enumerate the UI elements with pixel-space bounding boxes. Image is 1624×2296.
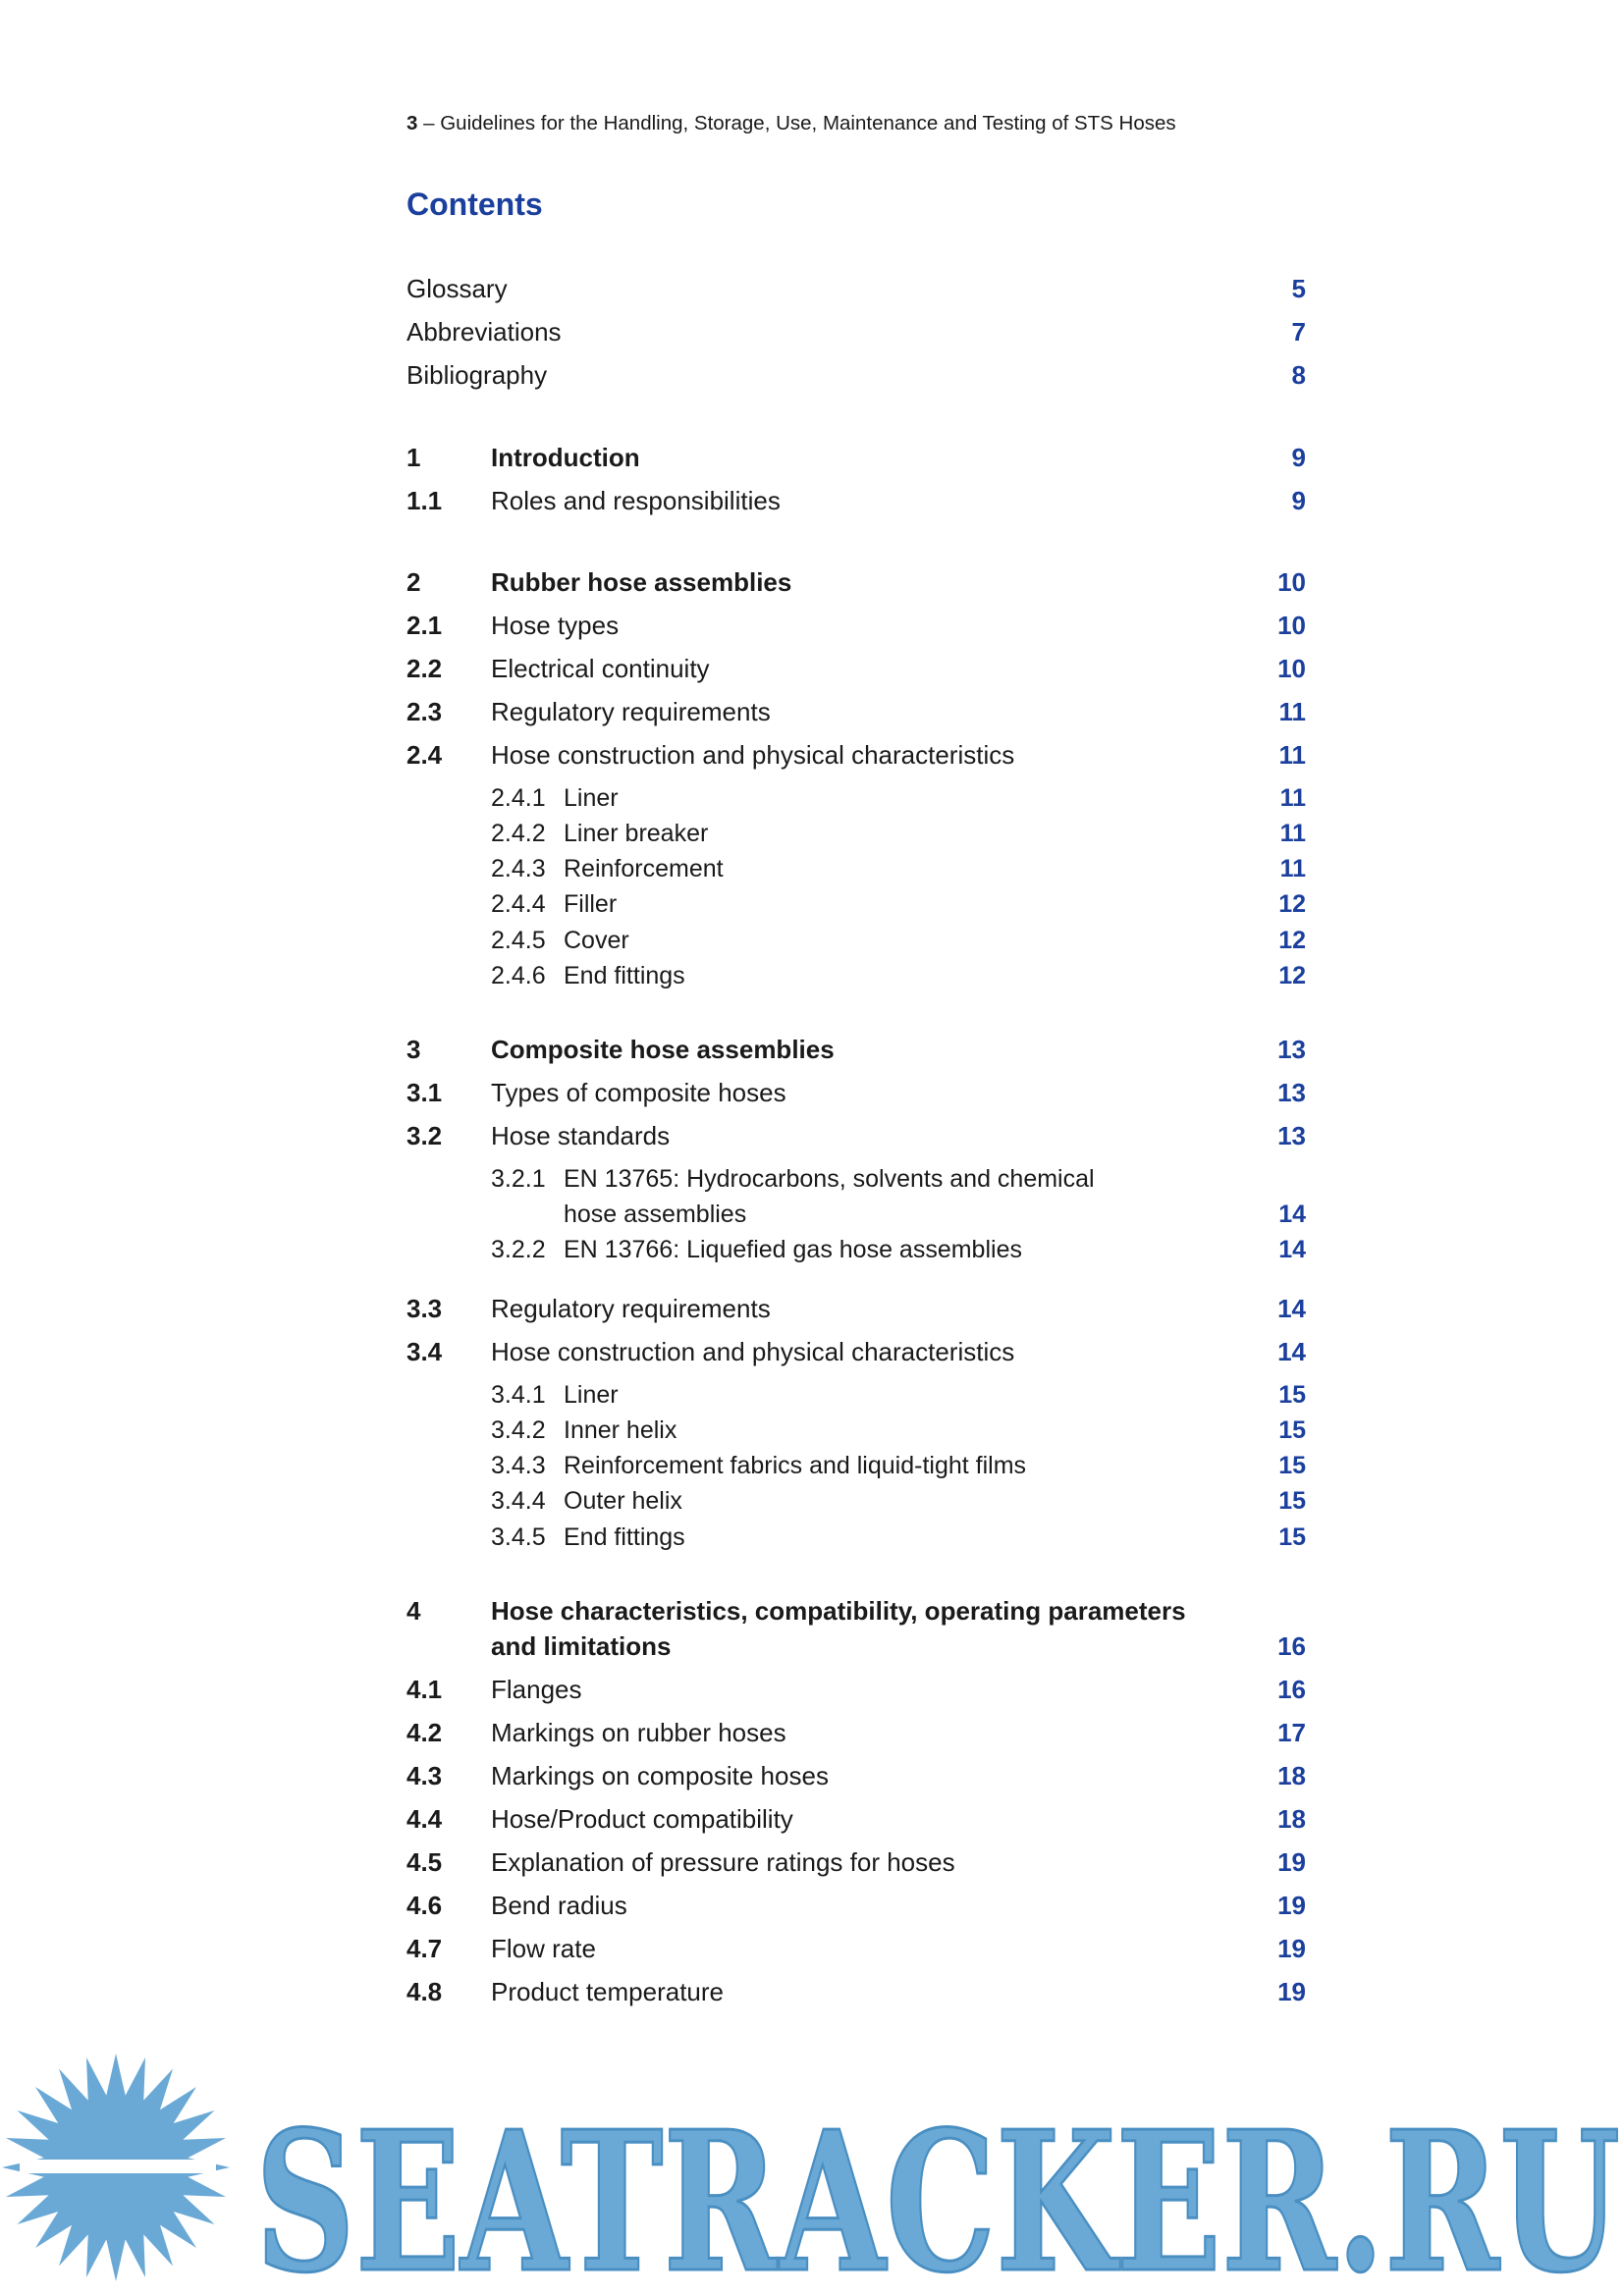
toc-entry-page: 18 — [1277, 1804, 1306, 1834]
toc-entry-title: Markings on rubber hoses — [491, 1718, 786, 1747]
toc-entry[interactable] — [406, 1842, 1306, 1882]
toc-entry-page: 13 — [1277, 1035, 1306, 1064]
toc-entry-title: Outer helix — [564, 1487, 682, 1515]
toc-entry-title: EN 13766: Liquefied gas hose assemblies — [564, 1236, 1022, 1263]
toc-entry-number: 4.8 — [406, 1977, 443, 2006]
toc-entry[interactable] — [406, 849, 1306, 888]
toc-entry[interactable] — [406, 312, 1306, 351]
toc-entry[interactable] — [406, 956, 1306, 995]
toc-entry-title: Inner helix — [564, 1416, 677, 1444]
toc-entry-title: Reinforcement fabrics and liquid-tight films — [564, 1452, 1027, 1479]
toc-entry[interactable] — [406, 814, 1306, 853]
sun-logo-icon — [2, 2054, 230, 2281]
toc-entry-number: 4.7 — [406, 1934, 443, 1963]
toc-entry-page: 7 — [1291, 317, 1306, 347]
toc-entry-page: 5 — [1291, 274, 1306, 303]
toc-entry-title: Explanation of pressure ratings for hoses — [491, 1847, 955, 1877]
toc-entry[interactable] — [406, 1670, 1306, 1709]
toc-entry-title: Hose characteristics, compatibility, operating parameters — [491, 1596, 1186, 1626]
toc-entry-page: 8 — [1291, 360, 1306, 390]
toc-entry-number: 4.2 — [406, 1718, 443, 1747]
toc-entry[interactable] — [406, 481, 1306, 520]
toc-entry[interactable] — [406, 692, 1306, 731]
toc-entry[interactable] — [406, 1030, 1306, 1069]
toc-entry-title: Liner breaker — [564, 820, 709, 847]
toc-entry[interactable] — [406, 355, 1306, 395]
toc-entry-number: 3.4.1 — [491, 1381, 546, 1409]
toc-entry[interactable] — [406, 1518, 1306, 1557]
toc-entry-title: Filler — [564, 890, 618, 918]
toc-entry-number: 2.4.5 — [491, 927, 546, 954]
toc-entry-number: 3.4.3 — [491, 1452, 546, 1479]
toc-entry[interactable] — [406, 778, 1306, 818]
toc-entry-title: hose assemblies — [564, 1201, 747, 1228]
toc-entry-page: 14 — [1278, 1201, 1306, 1228]
toc-entry-page: 15 — [1278, 1523, 1306, 1551]
toc-entry-number: 4.4 — [406, 1804, 443, 1834]
toc-entry-page: 15 — [1278, 1487, 1306, 1515]
toc-entry-page: 10 — [1277, 611, 1306, 640]
header-separator: – — [423, 112, 435, 134]
toc-entry-page: 17 — [1277, 1718, 1306, 1747]
toc-entry-title: Flanges — [491, 1675, 582, 1704]
toc-entry-number: 3.1 — [406, 1078, 443, 1107]
contents-heading: Contents — [406, 187, 543, 222]
toc-entry[interactable] — [406, 1713, 1306, 1752]
toc-entry[interactable] — [406, 649, 1306, 688]
toc-entry-number: 4.3 — [406, 1761, 443, 1790]
toc-entry-title: Reinforcement — [564, 855, 724, 882]
toc-entry[interactable] — [406, 1972, 1306, 2011]
toc-entry-number: 2.4.2 — [491, 820, 546, 847]
toc-entry-page: 16 — [1277, 1675, 1306, 1704]
toc-entry[interactable] — [406, 1332, 1306, 1371]
toc-entry-title: Cover — [564, 927, 629, 954]
toc-entry-page: 19 — [1277, 1847, 1306, 1877]
toc-entry-title: Hose types — [491, 611, 620, 640]
toc-entry-page: 9 — [1291, 486, 1306, 515]
toc-entry-page: 14 — [1277, 1294, 1306, 1323]
toc-entry-page: 10 — [1277, 654, 1306, 683]
toc-entry-title: Rubber hose assemblies — [491, 567, 792, 597]
toc-entry-title: Bibliography — [406, 360, 548, 390]
toc-entry-page: 9 — [1291, 443, 1306, 472]
toc-entry-title: Glossary — [406, 274, 508, 303]
toc-entry[interactable] — [406, 1886, 1306, 1925]
toc-entry[interactable] — [406, 884, 1306, 924]
toc-entry[interactable] — [406, 1481, 1306, 1521]
toc-entry-number: 2 — [406, 567, 421, 597]
toc-entry-number: 2.3 — [406, 697, 443, 726]
toc-entry-title: Regulatory requirements — [491, 1294, 771, 1323]
toc-entry[interactable] — [406, 921, 1306, 960]
toc-entry-page: 15 — [1278, 1416, 1306, 1444]
toc-entry-number: 2.2 — [406, 654, 443, 683]
toc-entry-number: 1 — [406, 443, 421, 472]
toc-entry-page: 15 — [1278, 1381, 1306, 1409]
toc-entry-page: 18 — [1277, 1761, 1306, 1790]
toc-entry-page: 13 — [1277, 1121, 1306, 1150]
header-page-number: 3 — [406, 112, 418, 134]
toc-entry-title: Hose construction and physical characteristics — [491, 1337, 1015, 1366]
toc-entry-page: 10 — [1277, 567, 1306, 597]
toc-entry-page: 13 — [1277, 1078, 1306, 1107]
toc-entry-title: Abbreviations — [406, 317, 562, 347]
toc-entry-title: Electrical continuity — [491, 654, 710, 683]
toc-entry-number: 2.4.1 — [491, 784, 546, 812]
toc-entry-page: 11 — [1279, 820, 1306, 847]
toc-entry-title: Regulatory requirements — [491, 697, 771, 726]
toc-entry-number: 3.2 — [406, 1121, 443, 1150]
toc-entry-page: 12 — [1278, 927, 1306, 954]
toc-entry-title: Liner — [564, 784, 619, 812]
toc-entry[interactable] — [406, 1375, 1306, 1415]
horizon-band — [20, 2160, 216, 2173]
toc-entry-page: 16 — [1277, 1631, 1306, 1661]
toc-entry[interactable] — [406, 1411, 1306, 1450]
toc-entry-number: 1.1 — [406, 486, 443, 515]
toc-entry-number: 4.5 — [406, 1847, 443, 1877]
toc-entry[interactable] — [406, 1929, 1306, 1968]
toc-entry-page: 14 — [1278, 1236, 1306, 1263]
toc-entry-page: 19 — [1277, 1977, 1306, 2006]
toc-entry-title: and limitations — [491, 1631, 672, 1661]
toc-entry[interactable] — [406, 1289, 1306, 1328]
toc-entry-number: 2.4 — [406, 740, 443, 770]
toc-entry-number: 2.4.3 — [491, 855, 546, 882]
toc-entry-number: 2.1 — [406, 611, 443, 640]
toc-entry[interactable] — [406, 606, 1306, 645]
toc-entry-page: 11 — [1279, 855, 1306, 882]
toc-entry[interactable] — [406, 1591, 1306, 1630]
toc-entry-title: Bend radius — [491, 1891, 627, 1920]
toc-entry-page: 11 — [1278, 697, 1306, 726]
toc-entry-number: 3.4.4 — [491, 1487, 546, 1515]
toc-entry[interactable] — [406, 438, 1306, 477]
toc-entry-title: End fittings — [564, 1523, 685, 1551]
toc-entry-title: Liner — [564, 1381, 619, 1409]
toc-entry-title: Hose/Product compatibility — [491, 1804, 793, 1834]
toc-entry-number: 3.2.2 — [491, 1236, 546, 1263]
toc-entry-title: Product temperature — [491, 1977, 725, 2006]
toc-entry-number: 4 — [406, 1596, 421, 1626]
toc-entry[interactable] — [406, 1446, 1306, 1485]
toc-entry-title: Introduction — [491, 443, 640, 472]
toc-entry-page: 19 — [1277, 1891, 1306, 1920]
toc-entry-title: Hose construction and physical characteristics — [491, 740, 1015, 770]
seatracker-watermark — [0, 2052, 1624, 2296]
toc-entry-title: Flow rate — [491, 1934, 596, 1963]
toc-entry[interactable] — [406, 1799, 1306, 1839]
toc-entry-page: 12 — [1278, 962, 1306, 989]
toc-entry-title: Types of composite hoses — [491, 1078, 786, 1107]
toc-entry[interactable] — [406, 1627, 1306, 1666]
header-document-title: Guidelines for the Handling, Storage, Use, Maintenance and Testing of STS Hoses — [440, 112, 1176, 134]
toc-entry-title: Roles and responsibilities — [491, 486, 781, 515]
toc-entry-number: 4.6 — [406, 1891, 443, 1920]
toc-entry-number: 2.4.6 — [491, 962, 546, 989]
toc-entry[interactable] — [406, 1230, 1306, 1269]
toc-entry-number: 3.4 — [406, 1337, 443, 1366]
toc-entry-page: 19 — [1277, 1934, 1306, 1963]
toc-entry-title: EN 13765: Hydrocarbons, solvents and chemical — [564, 1165, 1095, 1193]
toc-entry-title: Hose standards — [491, 1121, 671, 1150]
toc-entry[interactable] — [406, 1116, 1306, 1155]
table-of-contents — [406, 0, 1306, 2296]
toc-entry-number: 3.4.5 — [491, 1523, 546, 1551]
toc-entry-page: 11 — [1279, 784, 1306, 812]
toc-entry[interactable] — [406, 1195, 1306, 1234]
toc-entry-page: 12 — [1278, 890, 1306, 918]
toc-entry[interactable] — [406, 1159, 1306, 1199]
toc-entry-number: 3.2.1 — [491, 1165, 546, 1193]
watermark-text: SEATRACKER.RU — [255, 2090, 1620, 2296]
toc-entry-number: 2.4.4 — [491, 890, 546, 918]
toc-entry-title: Markings on composite hoses — [491, 1761, 829, 1790]
toc-entry-page: 14 — [1277, 1337, 1306, 1366]
toc-entry[interactable] — [406, 269, 1306, 308]
toc-entry-number: 3 — [406, 1035, 421, 1064]
toc-entry[interactable] — [406, 735, 1306, 774]
toc-entry-number: 4.1 — [406, 1675, 443, 1704]
toc-entry[interactable] — [406, 562, 1306, 602]
toc-entry-number: 3.4.2 — [491, 1416, 546, 1444]
toc-entry-title: End fittings — [564, 962, 685, 989]
toc-entry[interactable] — [406, 1756, 1306, 1795]
toc-entry-number: 3.3 — [406, 1294, 443, 1323]
toc-entry-page: 11 — [1278, 740, 1306, 770]
toc-entry-title: Composite hose assemblies — [491, 1035, 835, 1064]
toc-entry-page: 15 — [1278, 1452, 1306, 1479]
toc-entry[interactable] — [406, 1073, 1306, 1112]
